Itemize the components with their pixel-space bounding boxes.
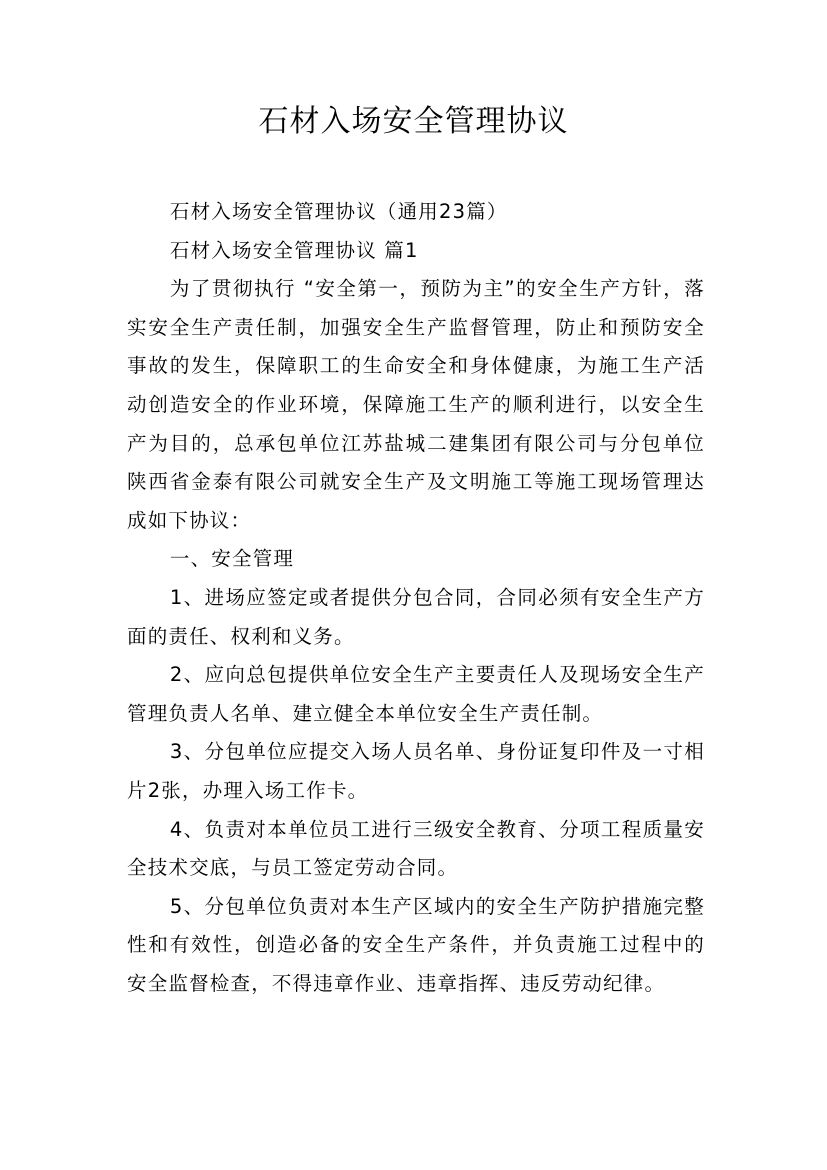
paragraph-collection-title: 石材入场安全管理协议（通用23篇） bbox=[169, 200, 508, 223]
paragraph-clause-3: 3、分包单位应提交入场人员名单、身份证复印件及一寸相片2张，办理入场工作卡。 bbox=[127, 740, 705, 802]
paragraph-preamble: 为了贯彻执行 “安全第一，预防为主”的安全生产方针，落实安全生产责任制，加强安全生产监督管理，防止和预防安全事故的发生，保障职工的生命安全和身体健康，为施工生产活动创造安全的作业环境，保障施工生产的顺利进行，以安全生产为目的，总承包单位江苏盐城二建集团有限公司与分包单位陕西省金泰有限公司就安全生产及文明施工等施工现场管理达成如下协议： bbox=[127, 277, 705, 532]
document-title: 石材入场安全管理协议 bbox=[258, 104, 569, 139]
paragraph-safety-management-heading: 一、安全管理 bbox=[169, 547, 295, 571]
document-body bbox=[127, 193, 705, 1003]
paragraph-clause-1: 1、进场应签定或者提供分包合同，合同必须有安全生产方面的责任、权利和义务。 bbox=[127, 585, 705, 648]
paragraph-clause-4: 4、负责对本单位员工进行三级安全教育、分项工程质量安全技术交底，与员工签定劳动合同。 bbox=[127, 817, 705, 880]
paragraph-clause-5: 5、分包单位负责对本生产区域内的安全生产防护措施完整性和有效性，创造必备的安全生产条件，并负责施工过程中的安全监督检查，不得违章作业、违章指挥、违反劳动纪律。 bbox=[127, 894, 705, 995]
paragraph-clause-2: 2、应向总包提供单位安全生产主要责任人及现场安全生产管理负责人名单、建立健全本单位安全生产责任制。 bbox=[127, 663, 705, 725]
paragraph-section-heading: 石材入场安全管理协议 篇1 bbox=[169, 238, 419, 262]
